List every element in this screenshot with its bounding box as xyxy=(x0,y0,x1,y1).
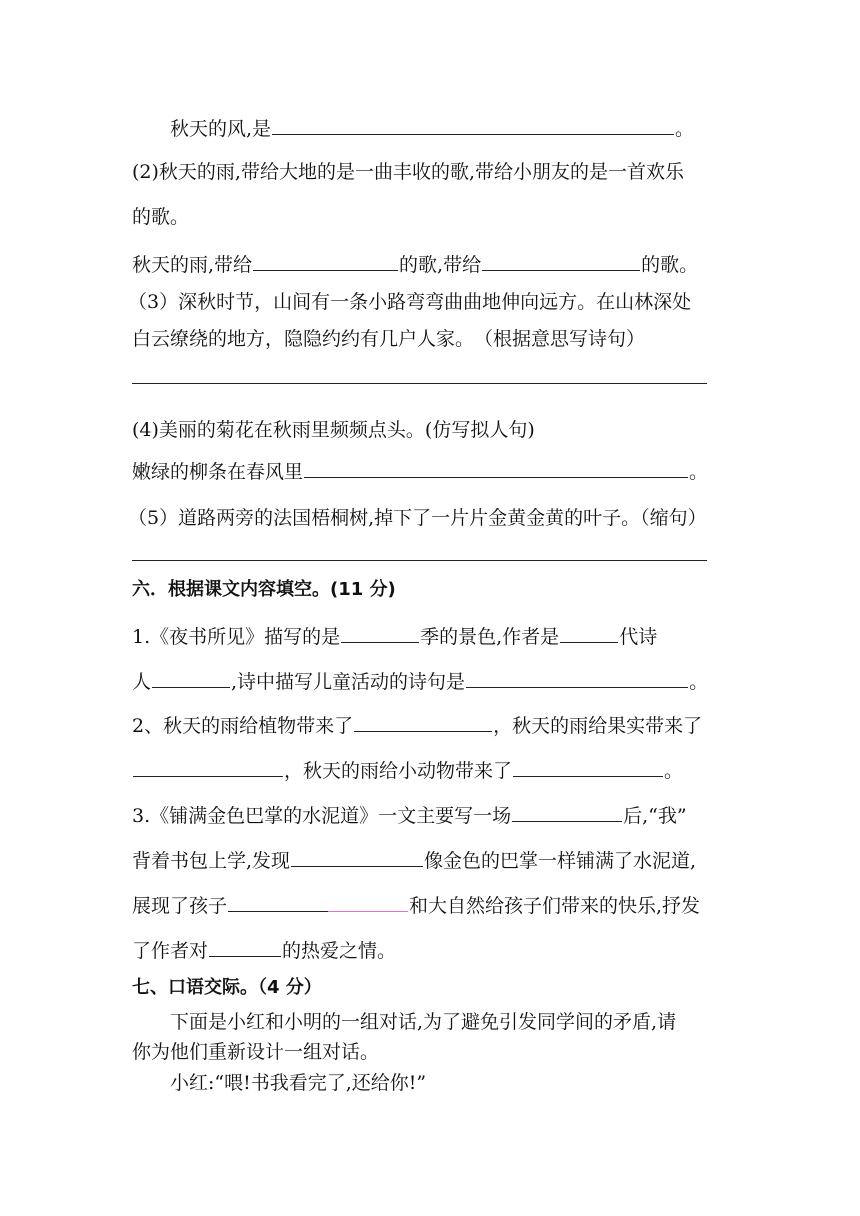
rain-answer-line: 秋天的雨,带给 的歌,带给 的歌。 xyxy=(132,251,698,275)
q2-line2: ，秋天的雨给小动物带来了 。 xyxy=(132,757,683,781)
answer-blank[interactable] xyxy=(354,712,492,732)
shorten-question: （5）道路两旁的法国梧桐树,掉下了一片片金黄金黄的叶子。（缩句） xyxy=(128,507,707,529)
answer-blank[interactable] xyxy=(466,668,688,688)
rain-question-line2: 的歌。 xyxy=(132,206,190,228)
answer-blank[interactable] xyxy=(304,458,688,478)
q3-line4: 了作者对 的热爱之情。 xyxy=(132,937,396,961)
section7-heading: 七、口语交际。（4 分） xyxy=(132,977,322,998)
answer-blank[interactable] xyxy=(272,115,674,135)
q1-line1: 1.《夜书所见》描写的是 季的景色,作者是 代诗 xyxy=(132,623,657,647)
poem-question-line1: （3）深秋时节，山间有一条小路弯弯曲曲地伸向远方。在山林深处 xyxy=(128,291,692,313)
answer-blank[interactable] xyxy=(341,623,419,643)
q3-line2: 背着书包上学,发现 像金色的巴掌一样铺满了水泥道, xyxy=(132,847,696,871)
dialogue-line: 小红:“喂!书我看完了,还给你!” xyxy=(170,1072,427,1094)
answer-blank[interactable] xyxy=(291,847,423,867)
autumn-wind-line: 秋天的风,是 。 xyxy=(170,115,694,139)
answer-blank-highlighted[interactable] xyxy=(328,892,408,912)
answer-line[interactable] xyxy=(132,383,707,384)
section7-intro-line2: 你为他们重新设计一组对话。 xyxy=(132,1041,380,1063)
answer-blank[interactable] xyxy=(209,937,281,957)
answer-line[interactable] xyxy=(132,560,707,561)
chrysanthemum-question: (4)美丽的菊花在秋雨里频频点头。(仿写拟人句) xyxy=(132,419,535,441)
section7-intro-line1: 下面是小红和小明的一组对话,为了避免引发同学间的矛盾,请 xyxy=(170,1011,677,1033)
answer-blank[interactable] xyxy=(482,251,640,271)
answer-blank[interactable] xyxy=(560,623,618,643)
q3-line3: 展现了孩子 和大自然给孩子们带来的快乐,抒发 xyxy=(132,892,700,916)
willow-answer-line: 嫩绿的柳条在春风里 。 xyxy=(132,458,708,482)
answer-blank[interactable] xyxy=(512,802,622,822)
answer-blank[interactable] xyxy=(133,757,283,777)
answer-blank[interactable] xyxy=(152,668,230,688)
rain-question-line1: (2)秋天的雨,带给大地的是一曲丰收的歌,带给小朋友的是一首欢乐 xyxy=(132,161,684,183)
answer-blank[interactable] xyxy=(228,892,328,912)
q1-line2: 人 ,诗中描写儿童活动的诗句是 。 xyxy=(132,668,708,692)
answer-blank[interactable] xyxy=(513,757,663,777)
q3-line1: 3.《铺满金色巴掌的水泥道》一文主要写一场 后,“我” xyxy=(132,802,687,826)
q2-line1: 2、秋天的雨给植物带来了 ，秋天的雨给果实带来了 xyxy=(132,712,702,736)
section6-heading: 六．根据课文内容填空。(11 分) xyxy=(132,579,396,600)
poem-question-line2: 白云缭绕的地方，隐隐约约有几户人家。 （根据意思写诗句） xyxy=(132,328,646,350)
answer-blank[interactable] xyxy=(253,251,398,271)
